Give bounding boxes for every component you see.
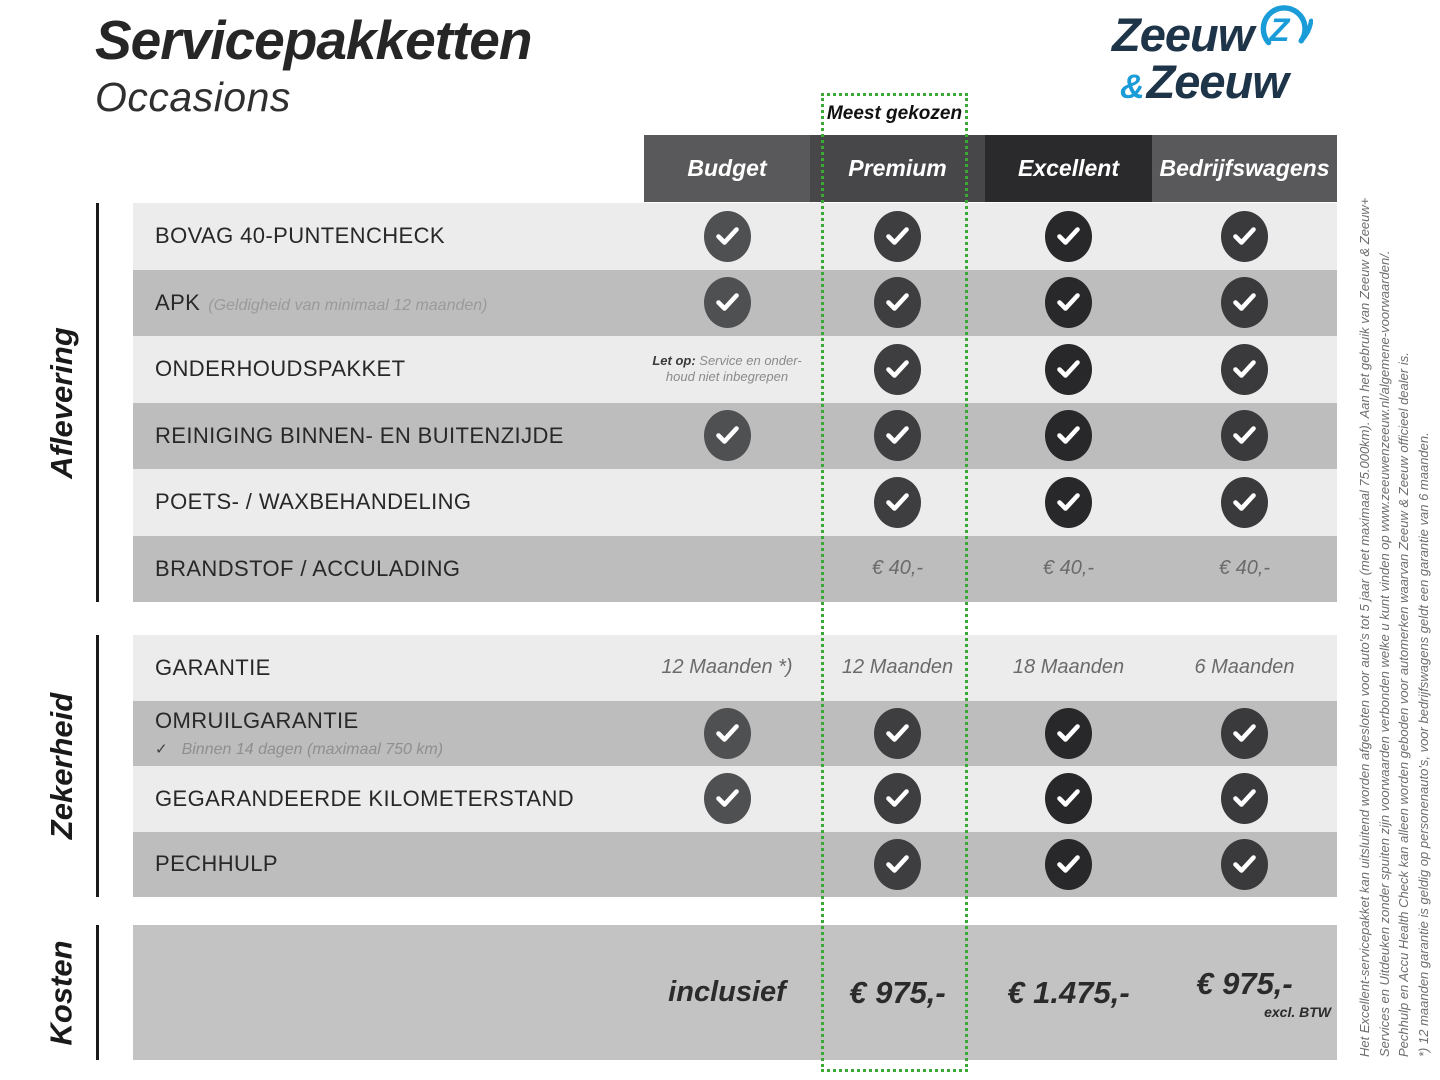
row-label: APK (Geldigheid van minimaal 12 maanden) <box>155 289 488 315</box>
check-icon <box>874 344 921 395</box>
value-cell-premium <box>810 336 985 403</box>
value-text: 12 Maanden *) <box>661 656 793 679</box>
small-check-icon: ✓ <box>155 740 168 758</box>
row-label: BOVAG 40-PUNTENCHECK <box>155 223 445 249</box>
value-cell-excellent <box>985 832 1152 898</box>
row-label-cell <box>133 536 644 603</box>
check-icon <box>1045 773 1092 824</box>
value-cell-excellent <box>985 701 1152 767</box>
value-cell-budget <box>644 270 810 337</box>
price-text: € 1.475,- <box>1007 974 1130 1010</box>
logo-word-1: Zeeuw <box>1112 7 1254 61</box>
check-icon <box>1221 708 1268 759</box>
check-icon <box>1221 773 1268 824</box>
check-icon <box>874 773 921 824</box>
check-icon <box>874 477 921 528</box>
cell-note: Let op: Service en onder- houd niet inbegrepen <box>652 353 802 385</box>
section-label-wrap <box>30 203 94 602</box>
value-cell-budget <box>644 701 810 767</box>
value-cell-budget <box>644 832 810 898</box>
page-title: Servicepakketten <box>95 9 532 71</box>
check-icon <box>1045 839 1092 890</box>
footnote-line: Services en Uitdeuken zonder spuiten zijn voorwaarden verbonden welke u kunt vinden op www.zeeuwenzeeuw.nl/algemene-voorwaarden/. <box>1376 250 1392 1057</box>
page-subtitle: Occasions <box>95 74 291 120</box>
value-cell-excellent <box>985 469 1152 536</box>
check-icon <box>1221 839 1268 890</box>
table-row <box>133 925 1337 1060</box>
check-icon <box>1221 344 1268 395</box>
check-icon <box>704 277 751 328</box>
value-cell-budget <box>644 536 810 603</box>
check-icon <box>1221 477 1268 528</box>
most-chosen-badge: Meest gekozen <box>826 103 963 124</box>
table-row <box>133 469 1337 536</box>
value-cell-bedrijfswagens <box>1152 403 1337 470</box>
value-cell-budget <box>644 635 810 701</box>
row-label: ONDERHOUDSPAKKET <box>155 356 406 382</box>
value-cell-excellent <box>985 925 1152 1060</box>
row-label-cell <box>133 469 644 536</box>
value-cell-premium <box>810 203 985 270</box>
value-cell-premium <box>810 766 985 832</box>
check-icon <box>1045 477 1092 528</box>
value-cell-excellent <box>985 536 1152 603</box>
row-label-cell <box>133 336 644 403</box>
value-cell-budget <box>644 766 810 832</box>
column-header-bedrijfswagens: Bedrijfswagens <box>1152 135 1337 202</box>
value-cell-excellent <box>985 766 1152 832</box>
row-label-cell <box>133 766 644 832</box>
check-icon <box>874 410 921 461</box>
value-cell-premium <box>810 701 985 767</box>
value-text: 18 Maanden <box>1012 656 1125 679</box>
value-cell-budget <box>644 403 810 470</box>
section-label-wrap <box>30 635 94 897</box>
value-cell-bedrijfswagens <box>1152 766 1337 832</box>
row-label-cell <box>133 635 644 701</box>
value-text: € 40,- <box>871 557 924 580</box>
value-cell-bedrijfswagens <box>1152 336 1337 403</box>
section-rail-line <box>96 925 99 1060</box>
row-inline-note: (Geldigheid van minimaal 12 maanden) <box>208 296 488 314</box>
row-label-cell <box>133 403 644 470</box>
z-swoosh-icon <box>1255 0 1313 62</box>
row-label: POETS- / WAXBEHANDELING <box>155 489 472 515</box>
check-icon <box>874 708 921 759</box>
value-cell-premium <box>810 403 985 470</box>
check-icon <box>1045 211 1092 262</box>
check-icon <box>874 839 921 890</box>
table-row <box>133 336 1337 403</box>
value-cell-budget <box>644 336 810 403</box>
value-cell-bedrijfswagens <box>1152 832 1337 898</box>
table-row <box>133 701 1337 767</box>
column-header-premium: Premium <box>810 135 985 202</box>
footnote-line: *) 12 maanden garantie is geldig op personenauto's, voor bedrijfswagens geldt een garantie van 6 maanden. <box>1415 432 1431 1057</box>
value-cell-bedrijfswagens <box>1152 701 1337 767</box>
table-row <box>133 536 1337 603</box>
check-icon <box>1221 211 1268 262</box>
section-label-wrap <box>30 925 94 1060</box>
row-label-cell <box>133 701 644 767</box>
value-cell-premium <box>810 270 985 337</box>
check-icon <box>1045 277 1092 328</box>
value-cell-budget <box>644 925 810 1060</box>
check-icon <box>1045 708 1092 759</box>
value-text: 6 Maanden <box>1194 656 1295 679</box>
value-text: € 40,- <box>1042 557 1095 580</box>
check-icon <box>874 211 921 262</box>
value-cell-premium <box>810 925 985 1060</box>
section-rail-line <box>96 203 99 602</box>
row-label: GEGARANDEERDE KILOMETERSTAND <box>155 785 575 811</box>
section-rail-line <box>96 635 99 897</box>
section-label-kosten: Kosten <box>44 939 80 1046</box>
value-cell-budget <box>644 469 810 536</box>
table-row <box>133 403 1337 470</box>
value-cell-bedrijfswagens <box>1152 203 1337 270</box>
value-text: € 40,- <box>1218 557 1271 580</box>
row-label: GARANTIE <box>155 654 271 680</box>
row-label: PECHHULP <box>155 851 279 877</box>
price-text: € 975,- <box>849 974 946 1010</box>
table-row <box>133 270 1337 337</box>
value-cell-excellent <box>985 270 1152 337</box>
value-cell-bedrijfswagens <box>1152 270 1337 337</box>
svg-text:Z: Z <box>1269 10 1290 48</box>
column-header-budget: Budget <box>644 135 810 202</box>
row-label: BRANDSTOF / ACCULADING <box>155 555 461 581</box>
zeeuw-en-zeeuw-logo <box>1112 6 1332 108</box>
cell-note-bold: Let op: <box>652 353 700 369</box>
check-icon <box>874 277 921 328</box>
value-cell-excellent <box>985 403 1152 470</box>
check-icon <box>1221 410 1268 461</box>
column-header-excellent: Excellent <box>985 135 1152 202</box>
value-cell-bedrijfswagens <box>1152 536 1337 603</box>
price-text: inclusief <box>668 976 786 1008</box>
check-icon <box>704 410 751 461</box>
footnote-line: Het Excellent-servicepakket kan uitsluitend worden afgesloten voor auto's tot 5 jaar (met maximaal 75.000km). Aan het gebruik van Zeeuw & Zeeuw+ <box>1357 197 1372 1057</box>
check-icon <box>1045 344 1092 395</box>
value-text: 12 Maanden <box>841 656 954 679</box>
value-cell-premium <box>810 635 985 701</box>
logo-word-2: Zeeuw <box>1146 55 1288 108</box>
row-label: REINIGING BINNEN- EN BUITENZIJDE <box>155 422 564 448</box>
row-sub-note: ✓ Binnen 14 dagen (maximaal 750 km) <box>155 740 444 758</box>
section-label-aflevering: Aflevering <box>44 326 80 479</box>
check-icon <box>704 773 751 824</box>
value-cell-premium <box>810 536 985 603</box>
row-label-cell <box>133 925 644 1060</box>
value-cell-excellent <box>985 336 1152 403</box>
value-cell-premium <box>810 832 985 898</box>
row-label-cell <box>133 203 644 270</box>
value-cell-excellent <box>985 203 1152 270</box>
footnotes <box>1355 132 1433 1057</box>
value-cell-bedrijfswagens <box>1152 635 1337 701</box>
value-cell-budget <box>644 203 810 270</box>
check-icon <box>1221 277 1268 328</box>
table-row <box>133 766 1337 832</box>
price-text: € 975,- <box>1196 965 1293 1001</box>
check-icon <box>704 211 751 262</box>
value-cell-bedrijfswagens <box>1152 469 1337 536</box>
row-label-cell <box>133 832 644 898</box>
price-subtext: excl. BTW <box>1264 1003 1331 1020</box>
table-row <box>133 635 1337 701</box>
section-label-zekerheid: Zekerheid <box>44 692 80 840</box>
table-row <box>133 832 1337 898</box>
logo-ampersand: & <box>1120 68 1145 106</box>
table-row <box>133 203 1337 270</box>
value-cell-bedrijfswagens <box>1152 925 1337 1060</box>
check-icon <box>1045 410 1092 461</box>
row-label-cell <box>133 270 644 337</box>
value-cell-excellent <box>985 635 1152 701</box>
footnote-line: Pechhulp en Accu Health Check kan alleen worden geboden voor automerken waarvan Zeeuw & Zeeuw officieel dealer is. <box>1396 352 1411 1057</box>
check-icon <box>704 708 751 759</box>
value-cell-premium <box>810 469 985 536</box>
row-label: OMRUILGARANTIE <box>155 707 359 733</box>
